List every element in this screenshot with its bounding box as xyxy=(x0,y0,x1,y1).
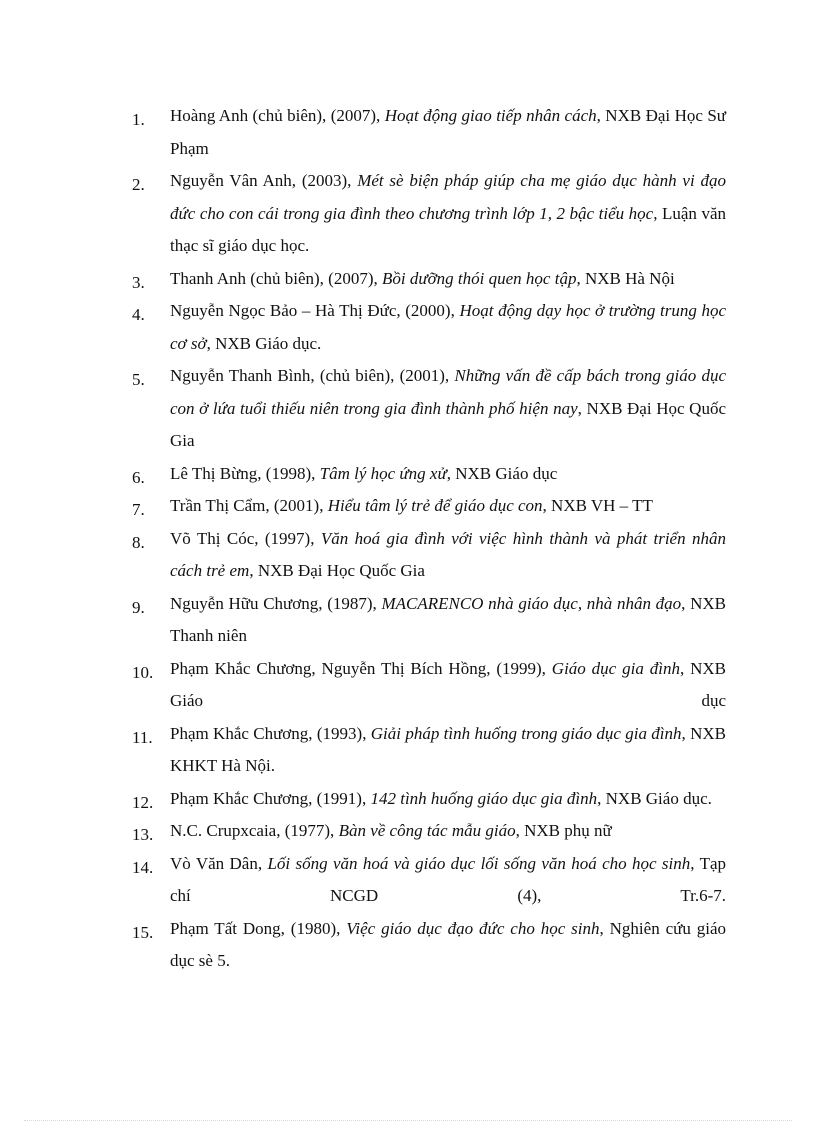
reference-publisher: , NXB Giáo dục xyxy=(446,463,558,483)
reference-publisher: , Luận văn thạc sĩ giáo dục học. xyxy=(170,203,726,255)
reference-authors-year: Nguyễn Thanh Bình, (chủ biên), (2001), xyxy=(170,366,455,385)
reference-item xyxy=(132,815,726,848)
reference-title: Việc giáo dục đạo đức cho học sinh xyxy=(346,918,600,938)
page-bottom-divider xyxy=(24,1120,792,1121)
reference-title: Những vấn đề cấp bách trong giáo dục con ở lứa tuổi thiếu niên trong gia đình thành phố hiện nay xyxy=(170,366,726,418)
reference-authors-year: Nguyễn Vân Anh, (2003), xyxy=(170,171,358,190)
reference-item xyxy=(132,848,726,913)
reference-title: Văn hoá gia đình với việc hình thành và phát triển nhân cách trẻ em xyxy=(170,528,726,580)
reference-authors-year: Phạm Khắc Chương, (1993), xyxy=(170,723,371,743)
reference-number: 5. xyxy=(132,370,145,389)
reference-authors-year: Trần Thị Cẩm, (2001), xyxy=(170,496,328,515)
reference-authors-year: Phạm Tất Dong, (1980), xyxy=(170,918,347,938)
reference-publisher: , Nghiên cứu giáo dục sè 5. xyxy=(170,918,727,970)
reference-publisher: , Tạp chí NCGD (4), Tr.6-7. xyxy=(170,853,726,905)
reference-title: 142 tình huống giáo dục gia đình xyxy=(370,788,598,808)
reference-publisher: , NXB Đại Học Quốc Gia xyxy=(170,398,726,450)
reference-title: Bồi dưỡng thói quen học tập xyxy=(381,268,577,288)
reference-number: 12. xyxy=(132,792,154,812)
reference-item xyxy=(132,263,726,296)
reference-authors-year: Phạm Khắc Chương, Nguyễn Thị Bích Hồng, (1999), xyxy=(170,658,552,678)
reference-number: 3. xyxy=(132,272,145,292)
reference-authors-year: Lê Thị Bừng, (1998), xyxy=(170,463,320,483)
reference-item xyxy=(132,523,726,588)
reference-authors-year: Nguyễn Hữu Chương, (1987), xyxy=(170,593,382,613)
reference-title: Tâm lý học ứng xử xyxy=(319,463,447,483)
reference-title: Lối sống văn hoá và giáo dục lối sống văn hoá cho học sinh xyxy=(267,853,691,873)
reference-title: MACARENCO nhà giáo dục, nhà nhân đạo xyxy=(381,593,682,613)
reference-number: 4. xyxy=(132,305,145,324)
reference-list xyxy=(132,100,726,978)
reference-number: 2. xyxy=(132,175,145,194)
reference-publisher: , NXB Giáo dục. xyxy=(597,788,712,808)
reference-authors-year: Phạm Khắc Chương, (1991), xyxy=(170,788,371,808)
reference-item xyxy=(132,913,726,978)
reference-publisher: , NXB phụ nữ xyxy=(515,821,612,840)
reference-title: Mét sè biện pháp giúp cha mẹ giáo dục hành vi đạo đức cho con cái trong gia đình theo chương trình lớp 1, 2 bậc tiểu học xyxy=(170,171,726,223)
reference-item xyxy=(132,588,726,653)
reference-authors-year: Nguyễn Ngọc Bảo – Hà Thị Đức, (2000), xyxy=(170,301,460,320)
reference-title: Bàn về công tác mẫu giáo xyxy=(338,821,516,840)
reference-number: 9. xyxy=(132,597,145,617)
reference-authors-year: N.C. Crupxcaia, (1977), xyxy=(170,821,339,840)
reference-authors-year: Thanh Anh (chủ biên), (2007), xyxy=(170,268,382,288)
reference-title: Giải pháp tình huống trong giáo dục gia đình xyxy=(370,723,682,743)
reference-number: 7. xyxy=(132,500,145,519)
reference-number: 14. xyxy=(132,857,154,877)
reference-number: 15. xyxy=(132,922,154,942)
reference-title: Hiểu tâm lý trẻ để giáo dục con xyxy=(327,496,543,515)
reference-publisher: , NXB Đại Học Sư Phạm xyxy=(170,106,726,158)
reference-item xyxy=(132,458,726,491)
reference-number: 1. xyxy=(132,110,145,129)
reference-publisher: , NXB Giáo dục xyxy=(170,658,726,710)
reference-number: 13. xyxy=(132,825,154,844)
reference-publisher: , NXB VH – TT xyxy=(542,496,653,515)
reference-publisher: , NXB Đại Học Quốc Gia xyxy=(249,561,425,580)
reference-publisher: , NXB Thanh niên xyxy=(170,593,726,645)
reference-title: Giáo dục gia đình xyxy=(551,658,680,678)
reference-publisher: , NXB KHKT Hà Nội. xyxy=(170,723,726,775)
reference-item xyxy=(132,100,726,165)
reference-item xyxy=(132,295,726,360)
reference-item xyxy=(132,718,726,783)
reference-number: 6. xyxy=(132,467,145,487)
reference-item xyxy=(132,783,726,816)
reference-publisher: , NXB Hà Nội xyxy=(576,268,675,288)
reference-item xyxy=(132,165,726,263)
reference-number: 8. xyxy=(132,532,145,552)
reference-title: Hoạt động dạy học ở trường trung học cơ sở xyxy=(170,301,727,353)
reference-item xyxy=(132,360,726,458)
reference-authors-year: Vò Văn Dân, xyxy=(170,853,268,873)
reference-number: 10. xyxy=(132,662,154,682)
reference-publisher: , NXB Giáo dục. xyxy=(206,333,322,353)
reference-authors-year: Hoàng Anh (chủ biên), (2007), xyxy=(170,106,385,125)
reference-number: 11. xyxy=(132,727,153,747)
reference-item xyxy=(132,490,726,523)
reference-authors-year: Võ Thị Cóc, (1997), xyxy=(170,528,321,548)
reference-item xyxy=(132,653,726,718)
reference-title: Hoạt động giao tiếp nhân cách xyxy=(384,106,597,125)
